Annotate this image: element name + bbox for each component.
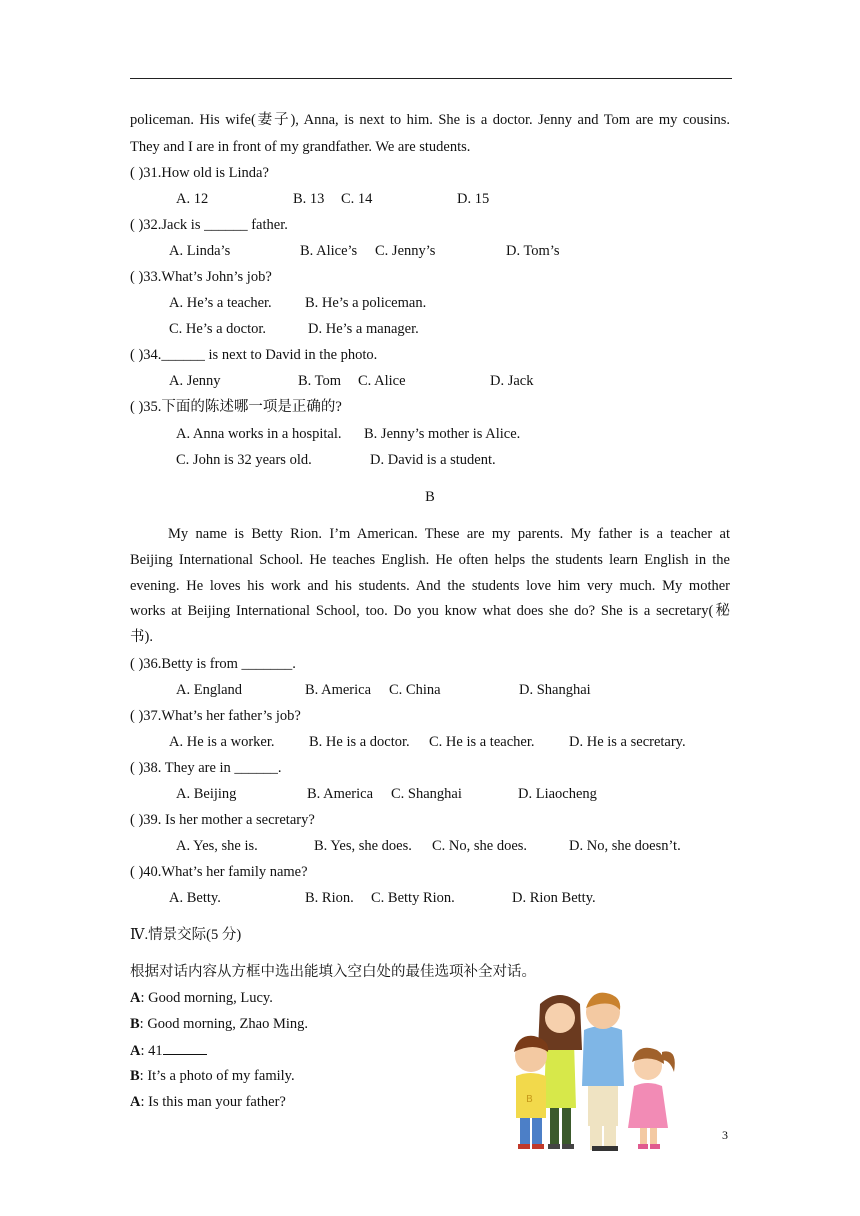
q36-option-c: C. China [389, 682, 441, 698]
passage-b-line-1: My name is Betty Rion. I’m American. These are my parents. My father is a teacher at [168, 526, 730, 542]
q39-option-b: B. Yes, she does. [314, 838, 412, 854]
q31-option-d: D. 15 [457, 191, 490, 207]
section-iv-instruction: 根据对话内容从方框中选出能填入空白处的最佳选项补全对话。 [130, 964, 536, 980]
father-figure [582, 993, 624, 1151]
question-36-stem: ( )36.Betty is from _______. [130, 656, 296, 672]
q37-option-b: B. He is a doctor. [309, 734, 410, 750]
q38-option-c: C. Shanghai [391, 786, 462, 802]
dialogue-text: : Good morning, Zhao Ming. [139, 1016, 309, 1032]
q33-option-d: D. He’s a manager. [308, 321, 419, 337]
speaker-label: A [130, 1094, 141, 1110]
q39-option-c: C. No, she does. [432, 838, 528, 854]
question-37-stem: ( )37.What’s her father’s job? [130, 708, 301, 724]
mother-figure [538, 995, 582, 1149]
q33-option-c: C. He’s a doctor. [169, 321, 267, 337]
q36-option-b: B. America [305, 682, 372, 698]
q34-option-c: C. Alice [358, 373, 406, 389]
dialogue-line [130, 1066, 295, 1086]
dialogue-line [130, 1040, 207, 1061]
q32-option-c: C. Jenny’s [375, 243, 436, 259]
question-40-stem: ( )40.What’s her family name? [130, 864, 308, 880]
speaker-label: B [130, 1016, 140, 1032]
q36-option-d: D. Shanghai [519, 682, 591, 698]
speaker-label: A [130, 990, 141, 1006]
q35-option-b: B. Jenny’s mother is Alice. [364, 426, 521, 442]
question-39-stem: ( )39. Is her mother a secretary? [130, 812, 315, 828]
question-32-stem: ( )32.Jack is ______ father. [130, 217, 288, 233]
dialogue-line [130, 988, 273, 1008]
question-34-stem: ( )34.______ is next to David in the photo. [130, 347, 378, 363]
q31-option-a: A. 12 [176, 191, 209, 207]
q35-option-d: D. David is a student. [370, 452, 496, 468]
q37-option-a: A. He is a worker. [169, 734, 275, 750]
family-illustration [504, 990, 680, 1154]
q33-option-a: A. He’s a teacher. [169, 295, 272, 311]
q40-option-c: C. Betty Rion. [371, 890, 455, 906]
speaker-label: A [130, 1043, 141, 1059]
q38-option-b: B. America [307, 786, 374, 802]
q37-option-d: D. He is a secretary. [569, 734, 686, 750]
question-31-stem: ( )31.How old is Linda? [130, 165, 269, 181]
answer-blank-41[interactable] [163, 1040, 207, 1055]
q31-option-b: B. 13 [293, 191, 325, 207]
q34-option-a: A. Jenny [169, 373, 221, 389]
passage-a-line-2: They and I are in front of my grandfather. We are students. [130, 139, 471, 155]
q39-option-d: D. No, she doesn’t. [569, 838, 681, 854]
q40-option-b: B. Rion. [305, 890, 354, 906]
q40-option-d: D. Rion Betty. [512, 890, 596, 906]
q37-option-c: C. He is a teacher. [429, 734, 535, 750]
question-35-stem: ( )35.下面的陈述哪一项是正确的? [130, 399, 342, 415]
q34-option-d: D. Jack [490, 373, 534, 389]
dialogue-text: : Is this man your father? [140, 1094, 286, 1110]
svg-text:B: B [526, 1094, 533, 1105]
q39-option-a: A. Yes, she is. [176, 838, 258, 854]
girl-figure [628, 1048, 675, 1149]
q33-option-b: B. He’s a policeman. [305, 295, 427, 311]
dialogue-text: : 41 [140, 1043, 163, 1059]
passage-b-line-4: works at Beijing International School, too. Do you know what does she do? She is a secretary(秘 [130, 603, 730, 619]
q40-option-a: A. Betty. [169, 890, 221, 906]
q32-option-a: A. Linda’s [169, 243, 231, 259]
q32-option-d: D. Tom’s [506, 243, 560, 259]
dialogue-text: : Good morning, Lucy. [140, 990, 273, 1006]
dialogue-line [130, 1014, 308, 1034]
passage-a-line-1: policeman. His wife(妻子), Anna, is next to him. She is a doctor. Jenny and Tom are my cousins. [130, 112, 730, 128]
dialogue-line [130, 1092, 286, 1112]
q38-option-a: A. Beijing [176, 786, 237, 802]
boy-figure [514, 1036, 548, 1149]
q38-option-d: D. Liaocheng [518, 786, 597, 802]
page-number: 3 [722, 1128, 728, 1142]
passage-b-line-3: evening. He loves his work and his students. And the students love him very much. My mother [130, 578, 730, 594]
header-rule [130, 78, 732, 79]
section-iv-heading: Ⅳ.情景交际(5 分) [130, 927, 242, 943]
q34-option-b: B. Tom [298, 373, 342, 389]
dialogue-text: : It’s a photo of my family. [139, 1068, 295, 1084]
section-b-label: B [425, 489, 435, 505]
q35-option-c: C. John is 32 years old. [176, 452, 312, 468]
question-38-stem: ( )38. They are in ______. [130, 760, 282, 776]
q31-option-c: C. 14 [341, 191, 373, 207]
passage-b-line-2: Beijing International School. He teaches English. He often helps the students learn English in the [130, 552, 730, 568]
q35-option-a: A. Anna works in a hospital. [176, 426, 342, 442]
q32-option-b: B. Alice’s [300, 243, 358, 259]
passage-b-line-5: 书). [130, 629, 153, 645]
q36-option-a: A. England [176, 682, 243, 698]
question-33-stem: ( )33.What’s John’s job? [130, 269, 272, 285]
speaker-label: B [130, 1068, 140, 1084]
